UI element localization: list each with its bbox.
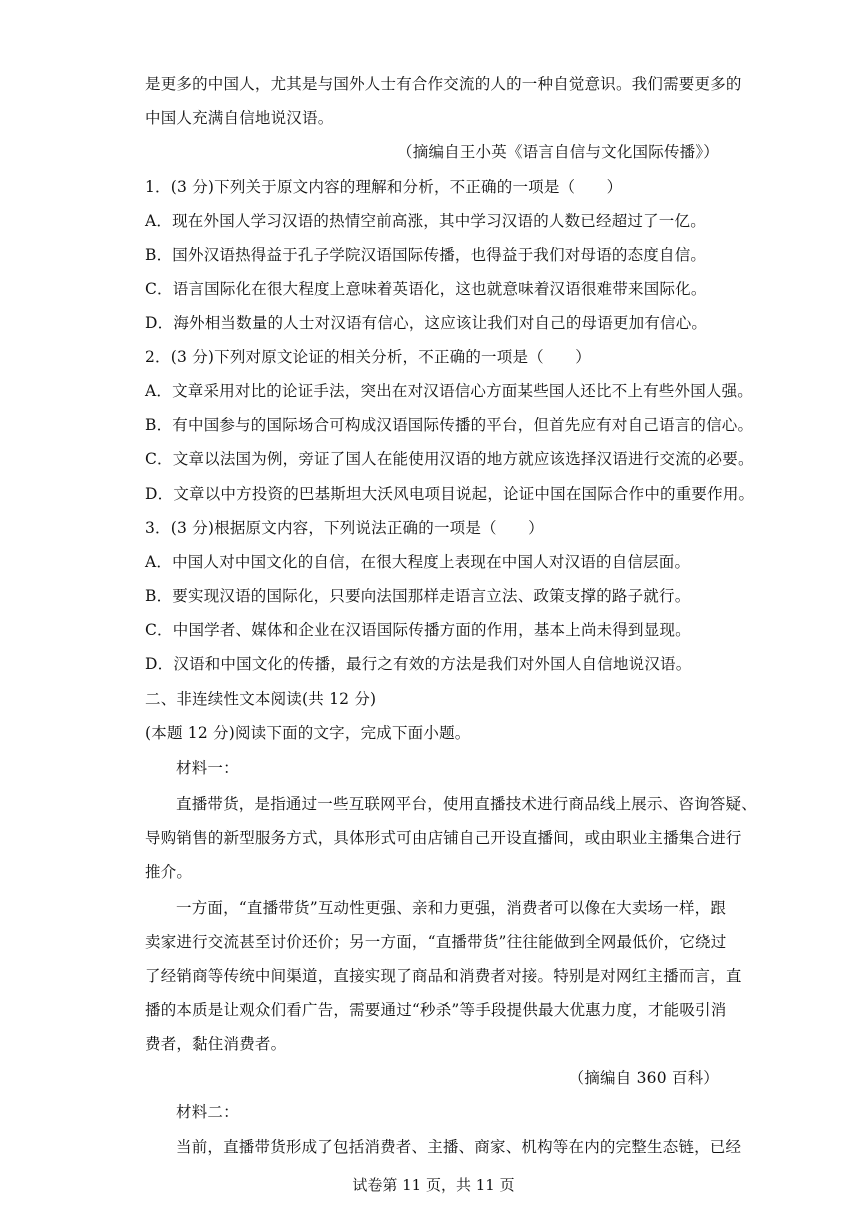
question-2-option-d: D．文章以中方投资的巴基斯坦大沃风电项目说起，论证中国在国际合作中的重要作用。 (145, 485, 755, 503)
material-1-label: 材料一： (176, 759, 239, 777)
question-2-option-b: B．有中国参与的国际场合可构成汉语国际传播的平台，但首先应有对自己语言的信心。 (145, 416, 754, 434)
paragraph-line: 当前，直播带货形成了包括消费者、主播、商家、机构等在内的完整生态链，已经 (176, 1138, 742, 1156)
paragraph-line: 推介。 (145, 863, 193, 881)
question-1-option-c: C．语言国际化在很大程度上意味着英语化，这也就意味着汉语很难带来国际化。 (145, 280, 707, 298)
page-footer: 试卷第 11 页，共 11 页 (352, 1176, 515, 1194)
paragraph-line: 一方面，“直播带货”互动性更强、亲和力更强，消费者可以像在大卖场一样，跟 (176, 899, 727, 917)
question-2-stem: 2．(3 分)下列对原文论证的相关分析，不正确的一项是（ ） (145, 348, 591, 366)
passage-line: 是更多的中国人，尤其是与国外人士有合作交流的人的一种自觉意识。我们需要更多的 (145, 75, 742, 93)
question-1-option-b: B．国外汉语热得益于孔子学院汉语国际传播，也得益于我们对母语的态度自信。 (145, 246, 707, 264)
question-3-option-a: A．中国人对中国文化的自信，在很大程度上表现在中国人对汉语的自信层面。 (145, 553, 691, 571)
section-intro: (本题 12 分)阅读下面的文字，完成下面小题。 (145, 724, 471, 742)
question-1-option-a: A．现在外国人学习汉语的热情空前高涨，其中学习汉语的人数已经超过了一亿。 (145, 212, 706, 230)
question-2-option-c: C．文章以法国为例，旁证了国人在能使用汉语的地方就应该选择汉语进行交流的必要。 (145, 450, 754, 468)
passage-line: 中国人充满自信地说汉语。 (145, 109, 334, 127)
question-3-option-c: C．中国学者、媒体和企业在汉语国际传播方面的作用，基本上尚未得到显现。 (145, 621, 691, 639)
paragraph-line: 播的本质是让观众们看广告，需要通过“秒杀”等手段提供最大优惠力度，才能吸引消 (145, 1001, 727, 1019)
question-3-stem: 3．(3 分)根据原文内容，下列说法正确的一项是（ ） (145, 519, 544, 537)
paragraph-line: 卖家进行交流甚至讨价还价；另一方面，“直播带货”往往能做到全网最低价，它绕过 (145, 933, 727, 951)
paragraph-line: 导购销售的新型服务方式，具体形式可由店铺自己开设直播间，或由职业主播集合进行 (145, 829, 742, 847)
paragraph-line: 费者，黏住消费者。 (145, 1035, 287, 1053)
source-citation: （摘编自 360 百科） (568, 1069, 719, 1087)
section-heading: 二、非连续性文本阅读(共 12 分) (145, 690, 377, 708)
question-1-stem: 1．(3 分)下列关于原文内容的理解和分析，不正确的一项是（ ） (145, 178, 623, 196)
paragraph-line: 直播带货，是指通过一些互联网平台，使用直播技术进行商品线上展示、咨询答疑、 (176, 795, 757, 813)
question-3-option-d: D．汉语和中国文化的传播，最行之有效的方法是我们对外国人自信地说汉语。 (145, 655, 692, 673)
question-3-option-b: B．要实现汉语的国际化，只要向法国那样走语言立法、政策支撑的路子就行。 (145, 587, 691, 605)
question-1-option-d: D．海外相当数量的人士对汉语有信心，这应该让我们对自己的母语更加有信心。 (145, 314, 708, 332)
material-2-label: 材料二： (176, 1103, 239, 1121)
paragraph-line: 了经销商等传统中间渠道，直接实现了商品和消费者对接。特别是对网红主播而言，直 (145, 967, 742, 985)
source-citation: （摘编自王小英《语言自信与文化国际传播》） (397, 143, 719, 161)
question-2-option-a: A．文章采用对比的论证手法，突出在对汉语信心方面某些国人还比不上有些外国人强。 (145, 382, 753, 400)
